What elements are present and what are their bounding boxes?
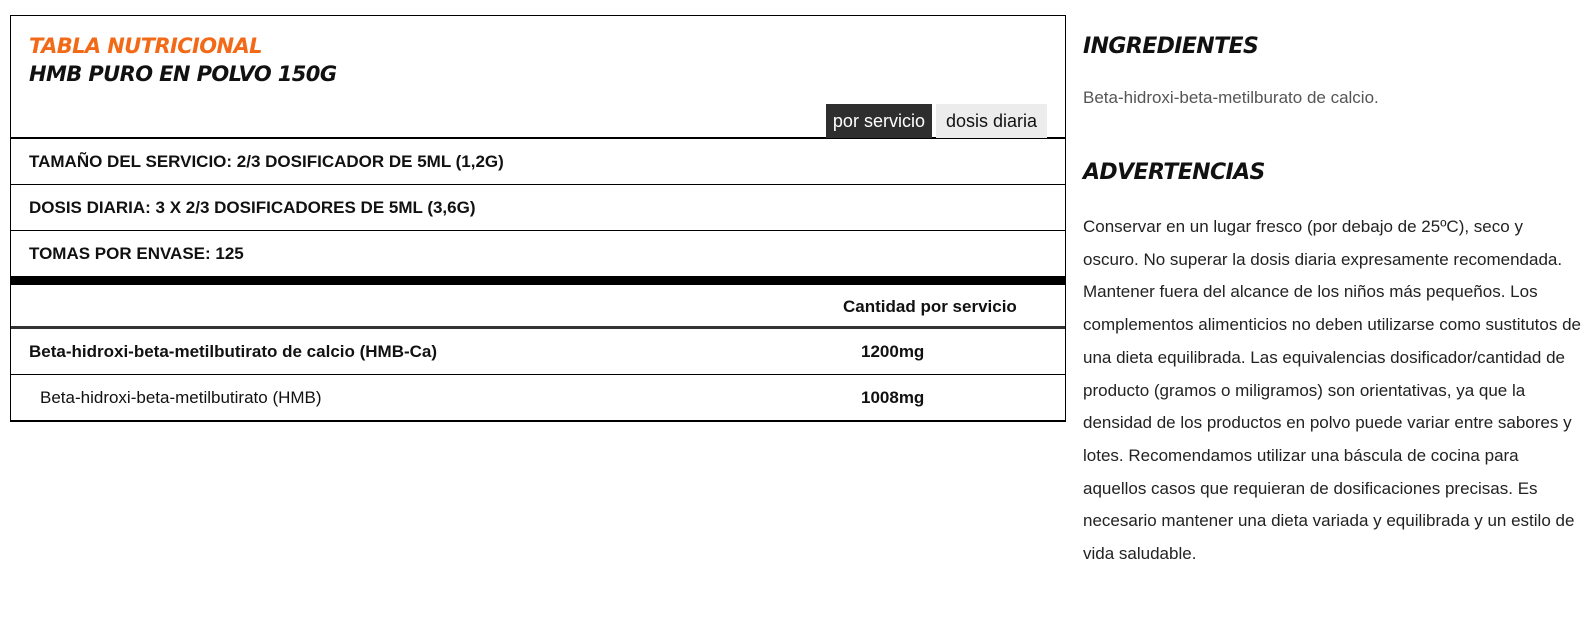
table-header (11, 285, 1065, 329)
warnings-text: Conservar en un lugar fresco (por debajo de 25ºC), seco y oscuro. No superar la dosis diaria expresamente recomendada. Mantener fuera del alcance de los niños más pequeños. Los complementos alimenticios no deben utilizarse como sustitutos de una dieta equilibrada. Las equivalencias dosificador/cantidad de producto (gramos o miligramos) son orientativas, ya que la densidad de los productos en polvo puede variar entre sabores y lotes. Recomendamos utilizar una báscula de cocina para aquellos casos que requieran de dosificaciones precisas. Es necesario mantener una dieta variada y equilibrada y un estilo de vida saludable. (1083, 217, 1581, 564)
nutrient-name: Beta-hidroxi-beta-metilbutirato (HMB) (40, 388, 322, 407)
daily-dose-row: DOSIS DIARIA: 3 X 2/3 DOSIFICADORES DE 5ML (3,6G) (11, 185, 1065, 231)
nutrient-value: 1200mg (861, 342, 925, 361)
nutrient-value: 1008mg (861, 388, 925, 407)
serving-toggle (826, 104, 1047, 138)
warnings-heading: ADVERTENCIAS (1083, 160, 1265, 185)
serving-size-row: TAMAÑO DEL SERVICIO: 2/3 DOSIFICADOR DE 5ML (1,2G) (11, 139, 1065, 185)
ingredients-text: Beta-hidroxi-beta-metilburato de calcio. (1083, 88, 1379, 107)
nutrient-name: Beta-hidroxi-beta-metilbutirato de calcio (HMB-Ca) (29, 342, 438, 361)
product-name: HMB PURO EN POLVO 150G (29, 62, 337, 86)
table-row (11, 329, 1065, 375)
nutrition-panel (10, 15, 1066, 422)
column-header-amount: Cantidad por servicio (843, 297, 1017, 316)
nutrition-header (11, 16, 1065, 139)
nutrition-title: TABLA NUTRICIONAL (29, 34, 262, 58)
table-row (11, 375, 1065, 420)
ingredients-heading: INGREDIENTES (1083, 34, 1259, 59)
daily-dose-tab[interactable]: dosis diaria (936, 104, 1047, 138)
per-serving-tab[interactable]: por servicio (826, 104, 932, 138)
servings-per-container-row: TOMAS POR ENVASE: 125 (11, 231, 1065, 285)
